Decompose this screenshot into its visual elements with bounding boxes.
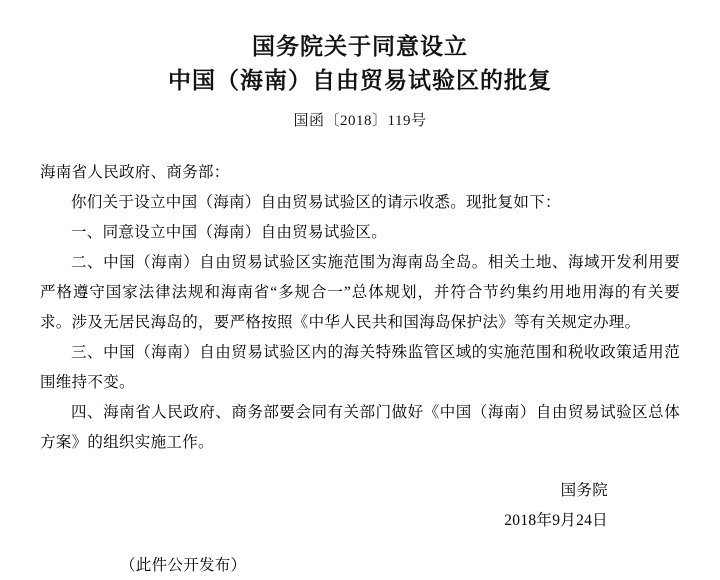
paragraph-intro: 你们关于设立中国（海南）自由贸易试验区的请示收悉。现批复如下： <box>71 194 561 211</box>
page-title-line-1: 国务院关于同意设立 <box>252 34 468 59</box>
document-number: 国函〔2018〕119号 <box>293 113 427 129</box>
addressee-line: 海南省人民政府、商务部： <box>40 164 230 181</box>
document-body <box>0 158 720 580</box>
document-header <box>0 0 720 132</box>
signature-block <box>40 476 680 536</box>
paragraph-item-3: 三、中国（海南）自由贸易试验区内的海关特殊监管区域的实施范围和税收政策适用范围维持不变。 <box>40 344 680 391</box>
paragraph-item-1: 一、同意设立中国（海南）自由贸易试验区。 <box>71 224 388 241</box>
signature-date: 2018年9月24日 <box>504 512 608 529</box>
page-title-line-2: 中国（海南）自由贸易试验区的批复 <box>168 68 552 93</box>
paragraph-item-2: 二、中国（海南）自由贸易试验区实施范围为海南岛全岛。相关土地、海域开发利用要严格遵守国家法律法规和海南省“多规合一”总体规划，并符合节约集约用地用海的有关要求。涉及无居民海岛的，要严格按照《中华人民共和国海岛保护法》等有关规定办理。 <box>40 254 680 331</box>
signature-issuer: 国务院 <box>560 482 608 499</box>
paragraph-item-4: 四、海南省人民政府、商务部要会同有关部门做好《中国（海南）自由贸易试验区总体方案》的组织实施工作。 <box>40 404 680 451</box>
footer-note: （此件公开发布） <box>120 557 247 574</box>
